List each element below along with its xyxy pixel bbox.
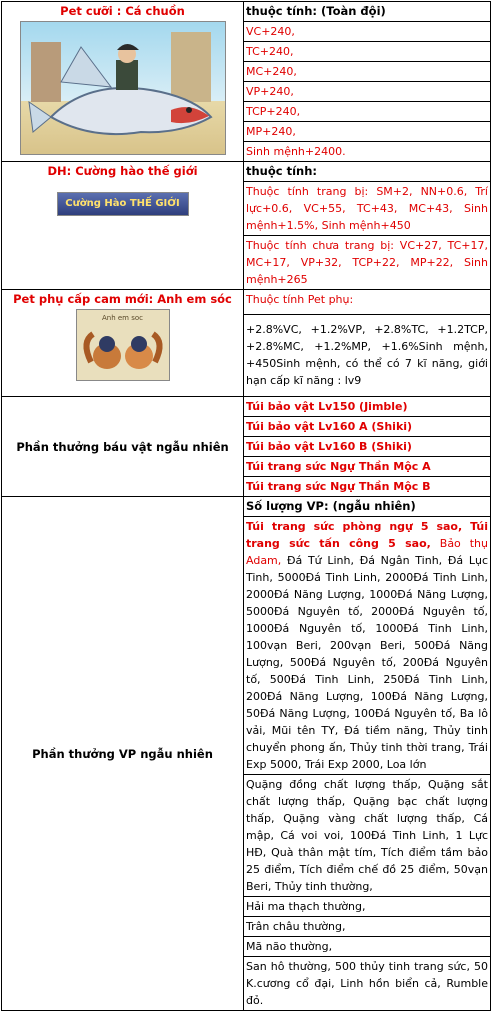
attribute-line: MC+240, <box>244 62 490 82</box>
reward-text: Đá Tứ Linh, Đá Ngân Tinh, Đá Lục Tinh, 5000Đá Tinh Linh, 2000Đá Tinh Linh, 2000Đá Năng Lượng, 1000Đá Năng Lượng, 5000Đá Nguyên tố, 2000Đá Nguyên tố, 1000Đá Nguyên tố, 1000Đá Tinh Linh, 100vạn Beri, 200vạn Beri, 500Đá Năng Lượng, 500Đá Nguyên tố, 200Đá Nguyên tố, 500Đá Tinh Linh, 250Đá Tinh Linh, 200Đá Năng Lượng, 100Đá Năng Lượng, 50Đá Năng Lượng, 100Đá Nguyên tố, Ba lô vải, Mũi tên TY, Đá tiềm năng, Thủy tinh chuyển phong ấn, Thủy tinh thời trang, Trái Exp 5000, Trái Exp 2000, Loa lớn <box>246 554 488 771</box>
reward-list-block: Mã não thường, <box>244 937 490 957</box>
attribute-line: TC+240, <box>244 42 490 62</box>
row-label-cell <box>2 2 244 162</box>
row-title: Pet phụ cấp cam mới: Anh em sóc <box>13 292 232 306</box>
squirrel-pet-image <box>76 309 170 381</box>
table-row <box>2 2 491 162</box>
squirrel-illustration <box>77 322 169 378</box>
attribute-cell <box>244 2 491 162</box>
reward-list-block: Quặng đồng chất lượng thấp, Quặng sắt chất lượng thấp, Quặng bạc chất lượng thấp, Quặng vàng chất lượng thấp, Cá mập, Cá voi voi, 100Đá Tinh Linh, 1 Lực HĐ, Quà thân mật tím, Tích điểm tầm bảo 25 điểm, Tích điểm chế đồ 25 điểm, 50vạn Beri, Thủy tinh thường, <box>244 775 490 897</box>
attribute-header: Số lượng VP: (ngẫu nhiên) <box>244 497 490 517</box>
title-banner-image: Cường Hào THẾ GIỚI <box>57 192 189 216</box>
table-row <box>2 162 491 290</box>
pet-image-caption: Anh em soc <box>101 314 143 322</box>
reward-list-block: San hô thường, 500 thủy tinh trang sức, 50 K.cương cổ đại, Linh hồn biển cả, Rumble đỏ. <box>246 960 488 1007</box>
attribute-cell <box>244 397 491 497</box>
table-row <box>2 290 491 397</box>
table-row <box>2 397 491 497</box>
reward-list-block: Hải ma thạch thường, <box>244 897 490 917</box>
attribute-header: Thuộc tính Pet phụ: <box>244 290 490 315</box>
row-title: Phần thưởng VP ngẫu nhiên <box>32 746 213 761</box>
reward-item: Túi bảo vật Lv160 B (Shiki) <box>244 437 490 457</box>
attribute-line: Sinh mệnh+2400. <box>246 145 346 158</box>
row-label-cell <box>2 162 244 290</box>
attribute-header: thuộc tính: <box>244 162 490 182</box>
flying-fish-mount-image <box>20 21 226 155</box>
attribute-line: VC+240, <box>244 22 490 42</box>
reward-item: Túi bảo vật Lv150 (Jimble) <box>244 397 490 417</box>
reward-item: Túi bảo vật Lv160 A (Shiki) <box>244 417 490 437</box>
flying-fish-illustration <box>21 22 225 154</box>
row-title: Phần thưởng báu vật ngẫu nhiên <box>16 439 229 454</box>
reward-item: Túi trang sức Ngự Thần Mộc A <box>244 457 490 477</box>
reward-list-block <box>244 517 490 775</box>
attribute-cell <box>244 162 491 290</box>
attribute-line: TCP+240, <box>244 102 490 122</box>
reward-item: Túi trang sức Ngự Thần Mộc B <box>246 480 431 493</box>
attribute-line: VP+240, <box>244 82 490 102</box>
row-label-cell <box>2 290 244 397</box>
bold-reward-text: Túi trang sức phòng ngự 5 sao, Túi trang sức tấn công 5 sao, <box>246 520 488 550</box>
row-label-cell <box>2 397 244 497</box>
attribute-cell <box>244 290 491 397</box>
rewards-table <box>1 1 491 1011</box>
attribute-line: Thuộc tính chưa trang bị: VC+27, TC+17, MC+17, VP+32, TCP+22, MP+22, Sinh mệnh+265 <box>246 239 488 286</box>
attribute-line: MP+240, <box>244 122 490 142</box>
row-label-cell <box>2 497 244 1011</box>
attribute-line: +2.8%VC, +1.2%VP, +2.8%TC, +1.2TCP, +2.8%MC, +1.2%MP, +1.6%Sinh mệnh, +450Sinh mệnh, có thể có 7 kĩ năng, giới hạn cấp kĩ năng : lv9 <box>246 323 488 387</box>
attribute-header: thuộc tính: (Toàn đội) <box>244 2 490 22</box>
attribute-line: Thuộc tính trang bị: SM+2, NN+0.6, Trí lực+0.6, VC+55, TC+43, MC+43, Sinh mệnh+1.5%, Sinh mệnh+450 <box>244 182 490 236</box>
reward-list-block: Trân châu thường, <box>244 917 490 937</box>
table-row <box>2 497 491 1011</box>
row-title: DH: Cường hào thế giới <box>47 164 198 178</box>
red-reward-text: Bảo thụ Adam, <box>246 537 488 567</box>
row-title: Pet cưỡi : Cá chuồn <box>60 4 185 18</box>
attribute-cell <box>244 497 491 1011</box>
